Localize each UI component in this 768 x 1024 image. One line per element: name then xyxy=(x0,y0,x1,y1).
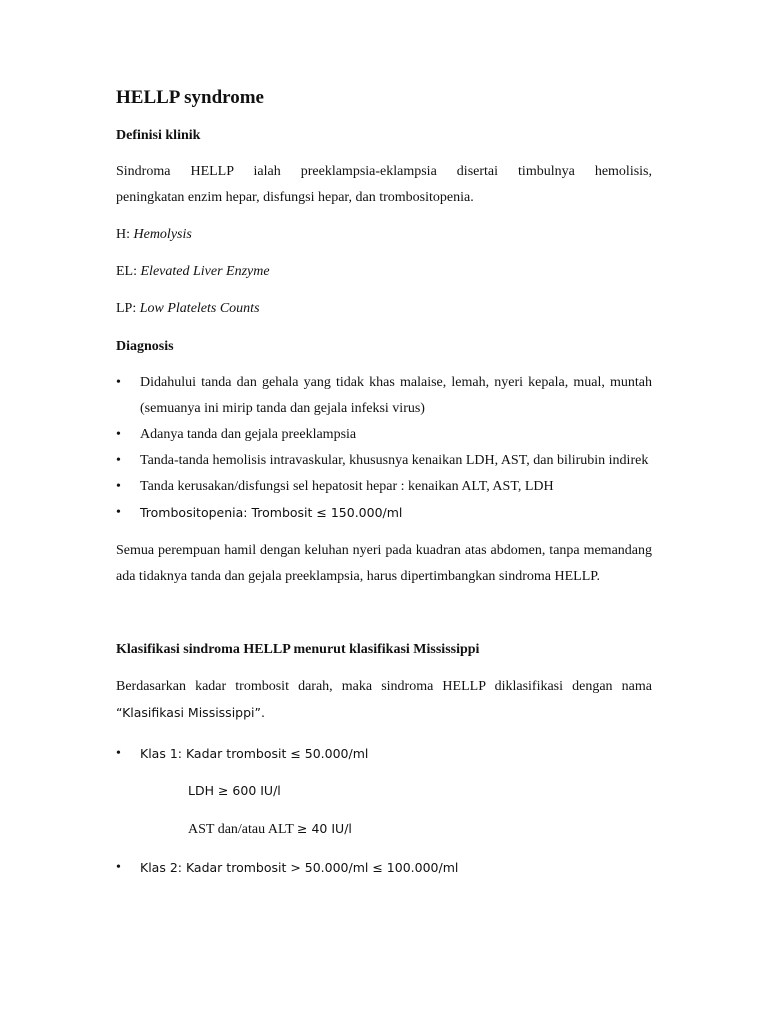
heading-definisi-klinik: Definisi klinik xyxy=(116,128,201,143)
intro-text: Berdasarkan kadar trombosit darah, maka sindroma HELLP diklasifikasi dengan nama xyxy=(116,679,652,694)
list-item xyxy=(116,741,652,768)
list-item-text: Tanda kerusakan/disfungsi sel hepatosit hepar : kenaikan ALT, AST, LDH xyxy=(140,479,554,494)
list-item xyxy=(116,500,652,527)
hellp-el-line xyxy=(116,259,652,285)
klas1-text: Klas 1: Kadar trombosit ≤ 50.000/ml xyxy=(140,746,369,761)
klas1-ldh-line xyxy=(116,778,652,805)
bullet-icon: • xyxy=(116,427,121,442)
el-prefix: EL: xyxy=(116,264,141,279)
bullet-icon: • xyxy=(116,453,121,468)
klasifikasi-intro-paragraph xyxy=(116,674,652,727)
klasifikasi-list-2 xyxy=(116,855,652,882)
list-item xyxy=(116,448,652,474)
bullet-icon: • xyxy=(116,746,121,761)
document-title: HELLP syndrome xyxy=(116,87,264,108)
definition-line-2: peningkatan enzim hepar, disfungsi hepar, dan trombositopenia. xyxy=(116,190,474,205)
heading-diagnosis: Diagnosis xyxy=(116,339,174,354)
list-item xyxy=(116,422,652,448)
list-item xyxy=(116,855,652,882)
klas2-text: Klas 2: Kadar trombosit > 50.000/ml ≤ 100.000/ml xyxy=(140,860,459,875)
bullet-icon: • xyxy=(116,860,121,875)
bullet-icon: • xyxy=(116,479,121,494)
klas1-ast-label: AST dan/atau ALT xyxy=(188,822,298,837)
definition-line-1: Sindroma HELLP ialah preeklampsia-eklampsia disertai timbulnya hemolisis, xyxy=(116,164,652,179)
diagnosis-list xyxy=(116,370,652,527)
bullet-icon: • xyxy=(116,375,121,390)
list-item xyxy=(116,370,652,422)
list-item xyxy=(116,474,652,500)
list-item-text: Didahului tanda dan gehala yang tidak khas malaise, lemah, nyeri kepala, mual, muntah (semuanya ini mirip tanda dan gejala infeksi virus) xyxy=(140,375,652,416)
document-page xyxy=(116,86,652,882)
heading-klasifikasi: Klasifikasi sindroma HELLP menurut klasifikasi Mississippi xyxy=(116,642,480,657)
list-item-text: Trombositopenia: Trombosit ≤ 150.000/ml xyxy=(140,505,403,520)
list-item-text: Adanya tanda dan gejala preeklampsia xyxy=(140,427,357,442)
lp-prefix: LP: xyxy=(116,301,140,316)
list-item-text: Tanda-tanda hemolisis intravaskular, khususnya kenaikan LDH, AST, dan bilirubin indirek xyxy=(140,453,649,468)
h-prefix: H: xyxy=(116,227,134,242)
hellp-lp-line xyxy=(116,296,652,322)
klas1-ast-line xyxy=(116,816,652,843)
klas1-ldh-text: LDH ≥ 600 IU/l xyxy=(188,783,281,798)
diagnosis-closing-paragraph: Semua perempuan hamil dengan keluhan nyeri pada kuadran atas abdomen, tanpa memandang ada tidaknya tanda dan gejala preeklampsia, harus dipertimbangkan sindroma HELLP. xyxy=(116,543,652,584)
el-term: Elevated Liver Enzyme xyxy=(140,264,270,279)
lp-term: Low Platelets Counts xyxy=(139,301,260,316)
intro-text-name: “Klasifikasi Mississippi”. xyxy=(116,705,265,720)
definition-paragraph xyxy=(116,159,652,211)
klas1-ast-value: ≥ 40 IU/l xyxy=(297,821,352,836)
bullet-icon: • xyxy=(116,505,121,520)
hellp-h-line xyxy=(116,222,652,248)
h-term: Hemolysis xyxy=(133,227,192,242)
klasifikasi-list xyxy=(116,741,652,768)
